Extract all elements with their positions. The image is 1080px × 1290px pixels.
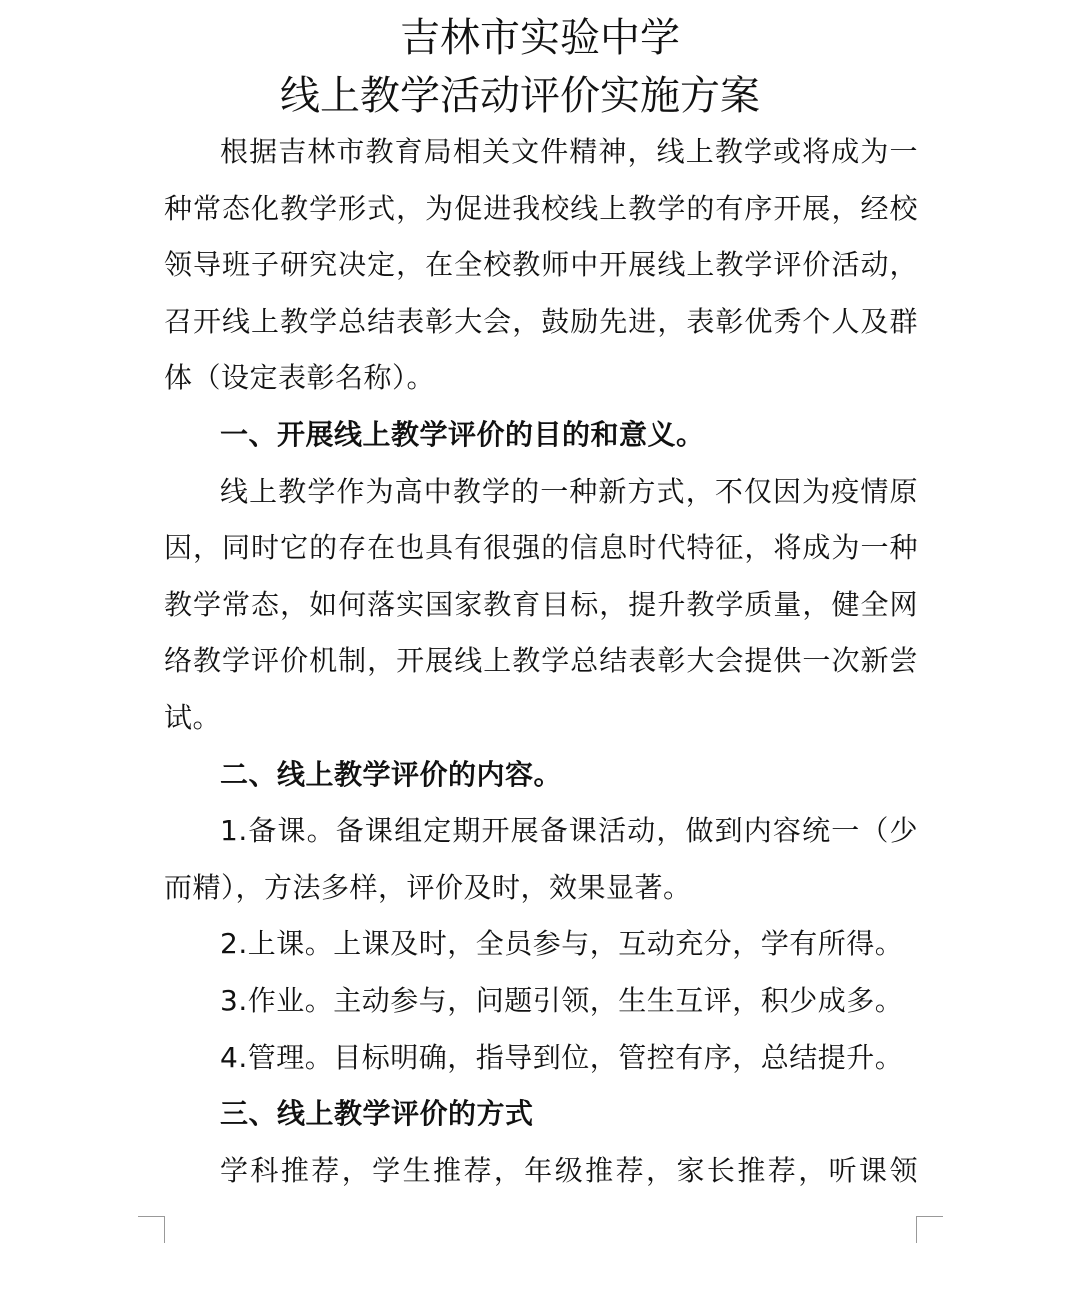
document-body <box>164 124 918 1199</box>
crop-mark-left <box>138 1216 165 1243</box>
content-item-homework: 3.作业。主动参与，问题引领，生生互评，积少成多。 <box>220 983 904 1017</box>
section-heading-content: 二、线上教学评价的内容。 <box>220 757 563 791</box>
crop-mark-right <box>916 1216 943 1243</box>
school-title: 吉林市实验中学 <box>400 15 680 61</box>
document-title: 线上教学活动评价实施方案 <box>280 73 760 119</box>
purpose-paragraph: 线上教学作为高中教学的一种新方式，不仅因为疫情原因，同时它的存在也具有很强的信息时代特征，将成为一种教学常态，如何落实国家教育目标，提升教学质量，健全网络教学评价机制，开展线上教学总结表彰大会提供一次新尝试。 <box>164 474 918 734</box>
content-item-management: 4.管理。目标明确，指导到位，管控有序，总结提升。 <box>220 1040 904 1074</box>
intro-paragraph: 根据吉林市教育局相关文件精神，线上教学或将成为一种常态化教学形式，为促进我校线上教学的有序开展，经校领导班子研究决定，在全校教师中开展线上教学评价活动，召开线上教学总结表彰大会，鼓励先进，表彰优秀个人及群体（设定表彰名称）。 <box>164 135 918 395</box>
method-paragraph: 学科推荐，学生推荐，年级推荐，家长推荐，听课领 <box>220 1153 918 1187</box>
section-heading-purpose: 一、开展线上教学评价的目的和意义。 <box>220 417 705 451</box>
content-item-class: 2.上课。上课及时，全员参与，互动充分，学有所得。 <box>220 927 904 961</box>
section-heading-method: 三、线上教学评价的方式 <box>220 1097 534 1131</box>
content-item-lesson-prep: 1.备课。备课组定期开展备课活动，做到内容统一（少而精），方法多样，评价及时，效果显著。 <box>164 814 918 904</box>
